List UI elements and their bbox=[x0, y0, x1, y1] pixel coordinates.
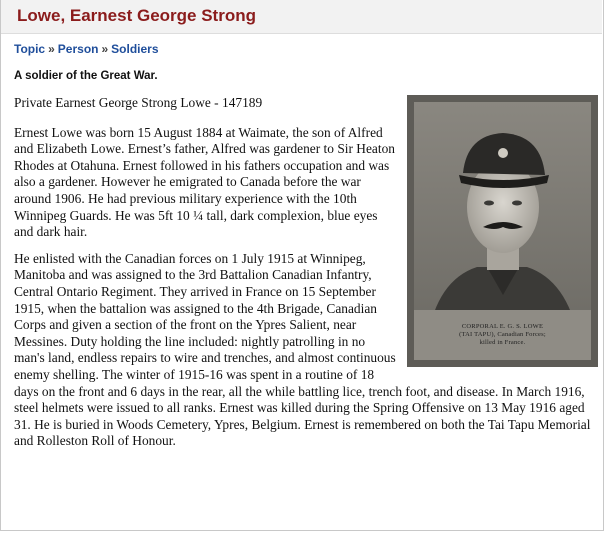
caption-line: (TAI TAPU), Canadian Forces; bbox=[459, 331, 546, 338]
breadcrumb-soldiers-link[interactable]: Soldiers bbox=[111, 42, 159, 56]
breadcrumb-topic-link[interactable]: Topic bbox=[14, 42, 46, 56]
article-paragraph: He enlisted with the Canadian forces on 1 July 1915 at Winnipeg, Manitoba and was assigned to the 3rd Battalion Canadian Infantry, Central Ontario Regiment. They arrived in France on 15 September 1915, when the battalion was assigned to the 4th Brigade, Canadian Corps and given a section of the front on the Ypres Salient, near Messines. Duty holding the line included: nightly patrolling in no man's land, endless repairs to wire and trenches, and almost continuous enemy shelling. The winter of 1915-16 was spent in a routine of 18 days on the front and 6 days in the rear, all the while battling lice, trench foot, and disease. In March 1916, steel helmets were issued to all ranks. Ernest was killed during the Spring Offensive on 13 May 1916 aged 31. He is buried in Woods Cemetery, Ypres, Belgium. Ernest is remembered on both the Tai Tapu Memorial and Rolleston Roll of Honour. bbox=[14, 250, 591, 449]
breadcrumb-separator: » bbox=[101, 42, 109, 56]
page-title: Lowe, Earnest George Strong bbox=[17, 6, 256, 25]
title-bar bbox=[1, 0, 602, 34]
caption-line: CORPORAL E. G. S. LOWE bbox=[461, 323, 544, 330]
breadcrumb-separator: » bbox=[48, 42, 55, 56]
photo-caption bbox=[407, 323, 598, 347]
breadcrumb bbox=[14, 42, 159, 56]
caption-line: killed in France. bbox=[479, 339, 526, 346]
breadcrumb-person-link[interactable]: Person bbox=[57, 42, 99, 56]
article-body bbox=[14, 95, 596, 460]
article-heading: Private Earnest George Strong Lowe - 147189 bbox=[14, 95, 263, 110]
article-paragraph: Ernest Lowe was born 15 August 1884 at Waimate, the son of Alfred and Elizabeth Lowe. Ernest’s father, Alfred was gardener to Sir Heaton Rhodes at Otahuna. Ernest followed in his fathers occupation and was also a gardener. However he emigrated to Canada before the war around 1906. He had previous military experience with the 10th Winnipeg Guards. He was 5ft 10 ¼ tall, dark complexion, blue eyes and dark hair. bbox=[14, 124, 395, 240]
soldier-portrait-photo bbox=[407, 95, 598, 367]
summary-text: A soldier of the Great War. bbox=[14, 70, 158, 82]
